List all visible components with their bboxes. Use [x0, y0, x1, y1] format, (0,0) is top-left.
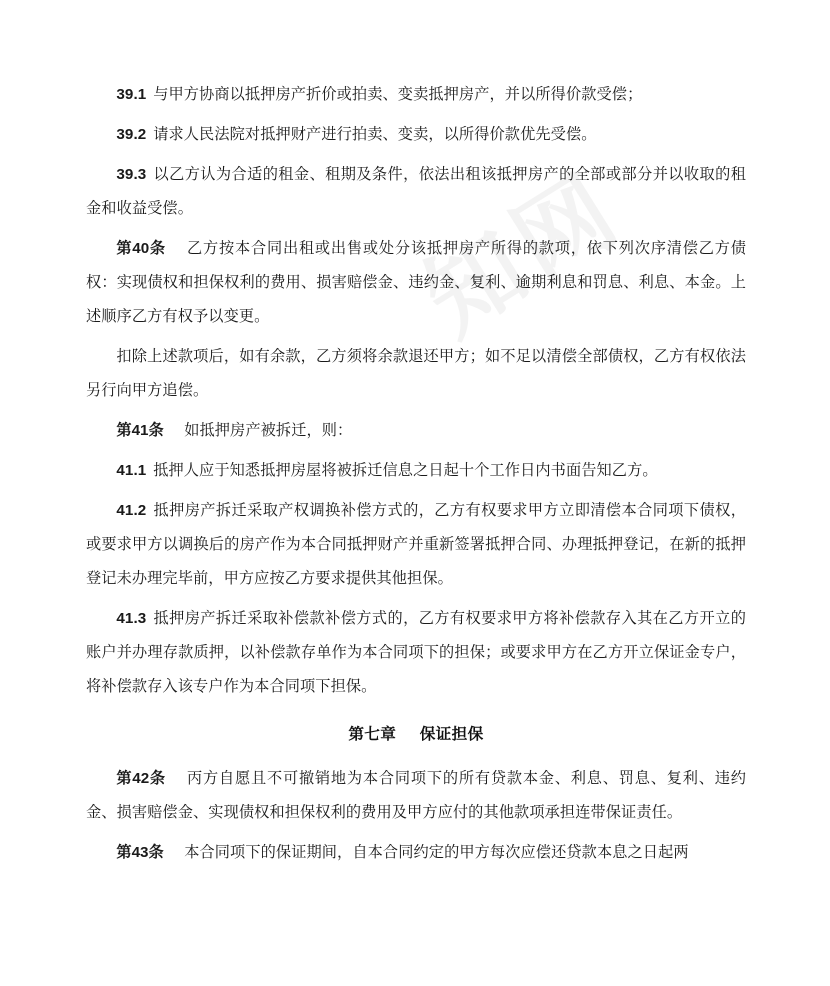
clause-label: 第41条	[116, 422, 164, 439]
chapter-number: 第七章	[348, 726, 397, 743]
clause-text: 以乙方认为合适的租金、租期及条件，依法出租该抵押房产的全部或部分并以收取的租金和收益受偿。	[86, 166, 746, 217]
clause-text: 乙方按本合同出租或出售或处分该抵押房产所得的款项，依下列次序清偿乙方债权：实现债权和担保权利的费用、损害赔偿金、违约金、复利、逾期利息和罚息、利息、本金。上述顺序乙方有权予以变更。	[86, 240, 746, 325]
clause-text: 丙方自愿且不可撤销地为本合同项下的所有贷款本金、利息、罚息、复利、违约金、损害赔偿金、实现债权和担保权利的费用及甲方应付的其他款项承担连带保证责任。	[86, 770, 746, 821]
clause-label: 39.1	[116, 86, 147, 103]
clause-label: 第42条	[116, 770, 166, 787]
clause-41	[86, 414, 746, 448]
clause-label: 39.3	[116, 166, 147, 183]
clause-text: 抵押人应于知悉抵押房屋将被拆迁信息之日起十个工作日内书面告知乙方。	[153, 462, 658, 479]
clause-40-continuation	[86, 340, 746, 408]
clause-label: 41.3	[116, 610, 147, 627]
clause-39-2	[86, 118, 746, 152]
clause-43	[86, 836, 746, 870]
clause-text: 如抵押房产被拆迁，则：	[184, 422, 353, 439]
clause-39-1	[86, 78, 746, 112]
clause-40	[86, 232, 746, 334]
clause-41-2	[86, 494, 746, 596]
clause-text: 抵押房产拆迁采取补偿款补偿方式的，乙方有权要求甲方将补偿款存入其在乙方开立的账户并办理存款质押，以补偿款存单作为本合同项下的担保；或要求甲方在乙方开立保证金专户，将补偿款存入该专户作为本合同项下担保。	[86, 610, 746, 695]
clause-text: 扣除上述款项后，如有余款，乙方须将余款退还甲方；如不足以清偿全部债权，乙方有权依法另行向甲方追偿。	[86, 348, 746, 399]
clause-text: 抵押房产拆迁采取产权调换补偿方式的，乙方有权要求甲方立即清偿本合同项下债权，或要求甲方以调换后的房产作为本合同抵押财产并重新签署抵押合同、办理抵押登记，在新的抵押登记未办理完毕前，甲方应按乙方要求提供其他担保。	[86, 502, 746, 587]
clause-42	[86, 762, 746, 830]
document-body	[86, 78, 746, 876]
chapter-title: 保证担保	[419, 726, 484, 743]
clause-41-1	[86, 454, 746, 488]
chapter-heading	[86, 718, 746, 752]
clause-label: 41.1	[116, 462, 147, 479]
clause-text: 请求人民法院对抵押财产进行拍卖、变卖，以所得价款优先受偿。	[153, 126, 597, 143]
clause-text: 与甲方协商以抵押房产折价或拍卖、变卖抵押房产，并以所得价款受偿；	[153, 86, 643, 103]
clause-label: 41.2	[116, 502, 147, 519]
clause-39-3	[86, 158, 746, 226]
clause-41-3	[86, 602, 746, 704]
clause-label: 第43条	[116, 844, 164, 861]
clause-label: 39.2	[116, 126, 147, 143]
clause-label: 第40条	[116, 240, 166, 257]
clause-text: 本合同项下的保证期间，自本合同约定的甲方每次应偿还贷款本息之日起两	[184, 844, 689, 861]
